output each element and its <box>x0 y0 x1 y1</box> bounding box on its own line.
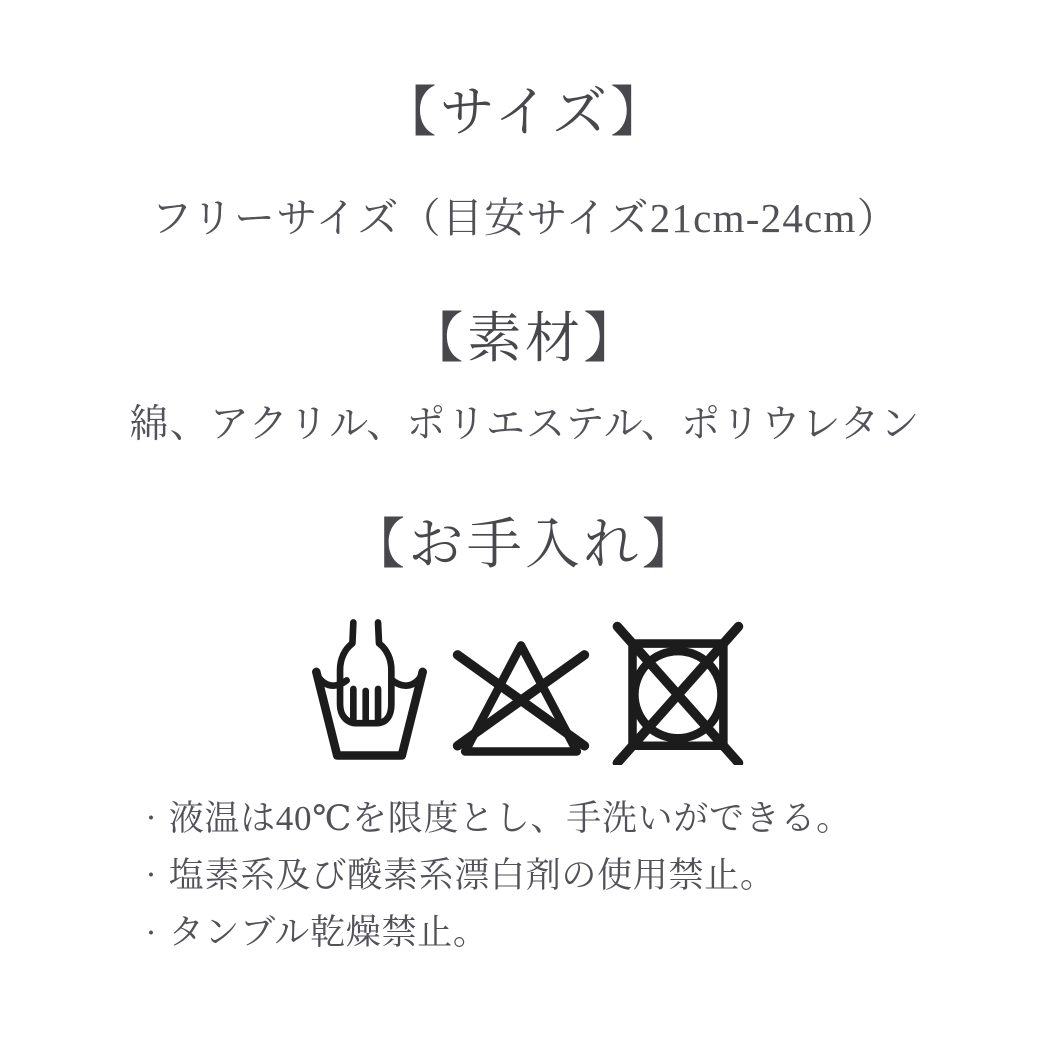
care-note-text: 液温は40℃を限度とし、手洗いができる。 <box>168 798 852 838</box>
material-value-text: 綿、アクリル、ポリエステル、ポリウレタン <box>129 402 921 446</box>
care-symbols-row <box>0 609 1050 765</box>
care-section-heading: 【お手入れ】 <box>350 514 700 576</box>
material-section-heading: 【素材】 <box>408 307 642 369</box>
do-not-bleach-icon <box>450 613 592 765</box>
care-note-row <box>140 913 1050 953</box>
bullet-icon: ・ <box>140 806 163 832</box>
care-note-row <box>140 856 1050 896</box>
care-note-text: 塩素系及び酸素系漂白剤の使用禁止。 <box>168 855 776 895</box>
do-not-tumble-dry-icon <box>606 613 748 765</box>
care-note-text: タンブル乾燥禁止。 <box>168 913 489 953</box>
care-notes-list <box>140 799 1050 954</box>
bullet-icon: ・ <box>140 863 163 889</box>
hand-wash-icon <box>303 613 436 765</box>
care-note-row <box>140 799 1050 839</box>
size-section-heading: 【サイズ】 <box>381 82 669 143</box>
size-value-text: フリーサイズ（目安サイズ21cm-24cm） <box>151 195 899 242</box>
bullet-icon: ・ <box>140 920 163 946</box>
